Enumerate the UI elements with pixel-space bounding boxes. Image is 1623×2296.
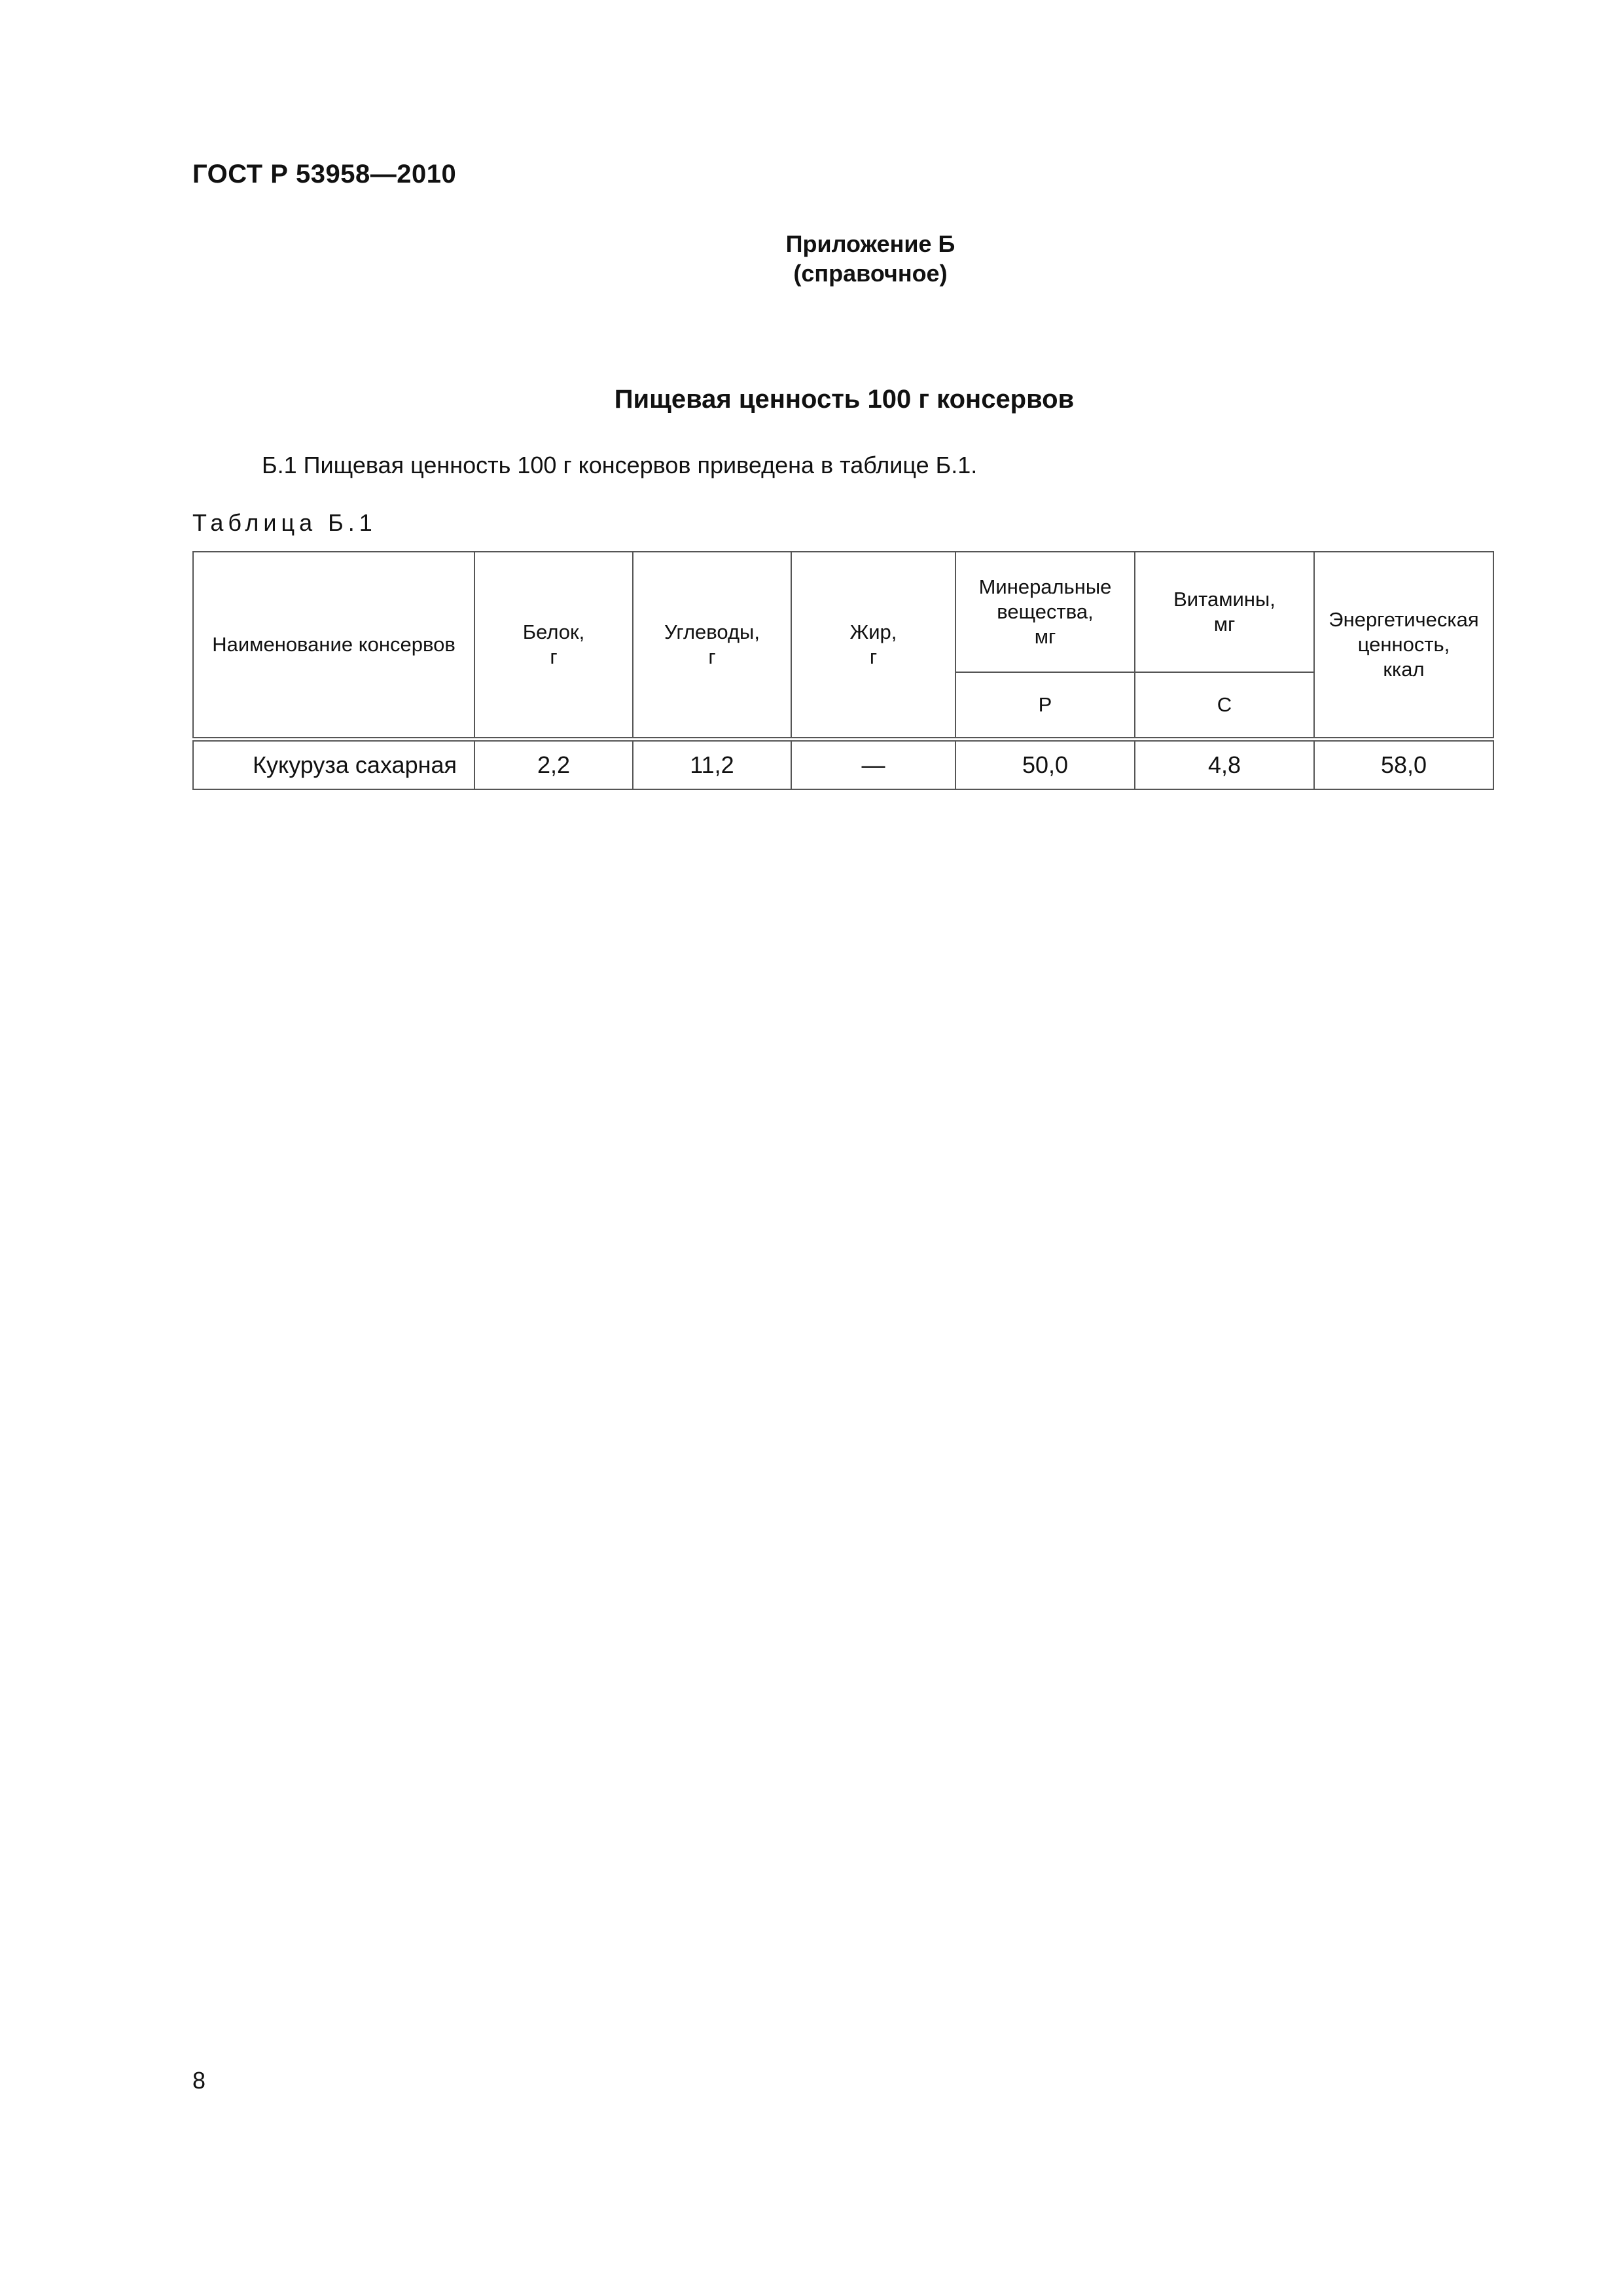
paragraph-b1: Б.1 Пищевая ценность 100 г консервов приведена в таблице Б.1.: [262, 452, 978, 478]
nutrition-table: [192, 551, 1494, 790]
subheader-vitamin-c: С: [1135, 672, 1314, 740]
header-protein-label: Белок,: [522, 620, 585, 643]
header-protein-unit: г: [550, 645, 558, 668]
header-fat: [791, 552, 955, 740]
header-minerals-unit: мг: [1034, 625, 1056, 648]
cell-product-name: Кукуруза сахарная: [193, 740, 474, 790]
header-fat-label: Жир,: [849, 620, 897, 643]
header-vitamins: [1135, 552, 1314, 672]
header-name: Наименование консервов: [193, 552, 474, 740]
header-fat-unit: г: [869, 645, 878, 668]
cell-carbs: 11,2: [633, 740, 791, 790]
document-id: ГОСТ Р 53958—2010: [192, 160, 457, 188]
header-minerals-line2: вещества,: [997, 600, 1094, 623]
header-carbs-label: Углеводы,: [664, 620, 760, 643]
table-caption: Таблица Б.1: [192, 509, 377, 536]
appendix-title: Приложение Б: [785, 230, 955, 257]
header-carbs-unit: г: [708, 645, 716, 668]
appendix-subtitle: (справочное): [793, 260, 948, 287]
subheader-minerals-p: Р: [955, 672, 1135, 740]
header-minerals-line1: Минеральные: [978, 575, 1112, 598]
header-protein: [474, 552, 633, 740]
cell-fat: —: [791, 740, 955, 790]
header-vitamins-unit: мг: [1213, 613, 1236, 636]
header-energy-unit: ккал: [1383, 658, 1425, 681]
header-vitamins-label: Витамины,: [1173, 588, 1275, 611]
section-title: Пищевая ценность 100 г консервов: [614, 385, 1075, 414]
cell-energy: 58,0: [1314, 740, 1493, 790]
header-minerals: [955, 552, 1135, 672]
page-number: 8: [192, 2067, 206, 2094]
table-header-row: [193, 552, 1493, 672]
cell-vitamin-c: 4,8: [1135, 740, 1314, 790]
header-carbs: [633, 552, 791, 740]
header-energy-line1: Энергетическая: [1329, 608, 1479, 631]
header-energy-line2: ценность,: [1357, 633, 1450, 656]
cell-protein: 2,2: [474, 740, 633, 790]
table-row: [193, 740, 1493, 790]
header-energy: [1314, 552, 1493, 740]
cell-minerals-p: 50,0: [955, 740, 1135, 790]
